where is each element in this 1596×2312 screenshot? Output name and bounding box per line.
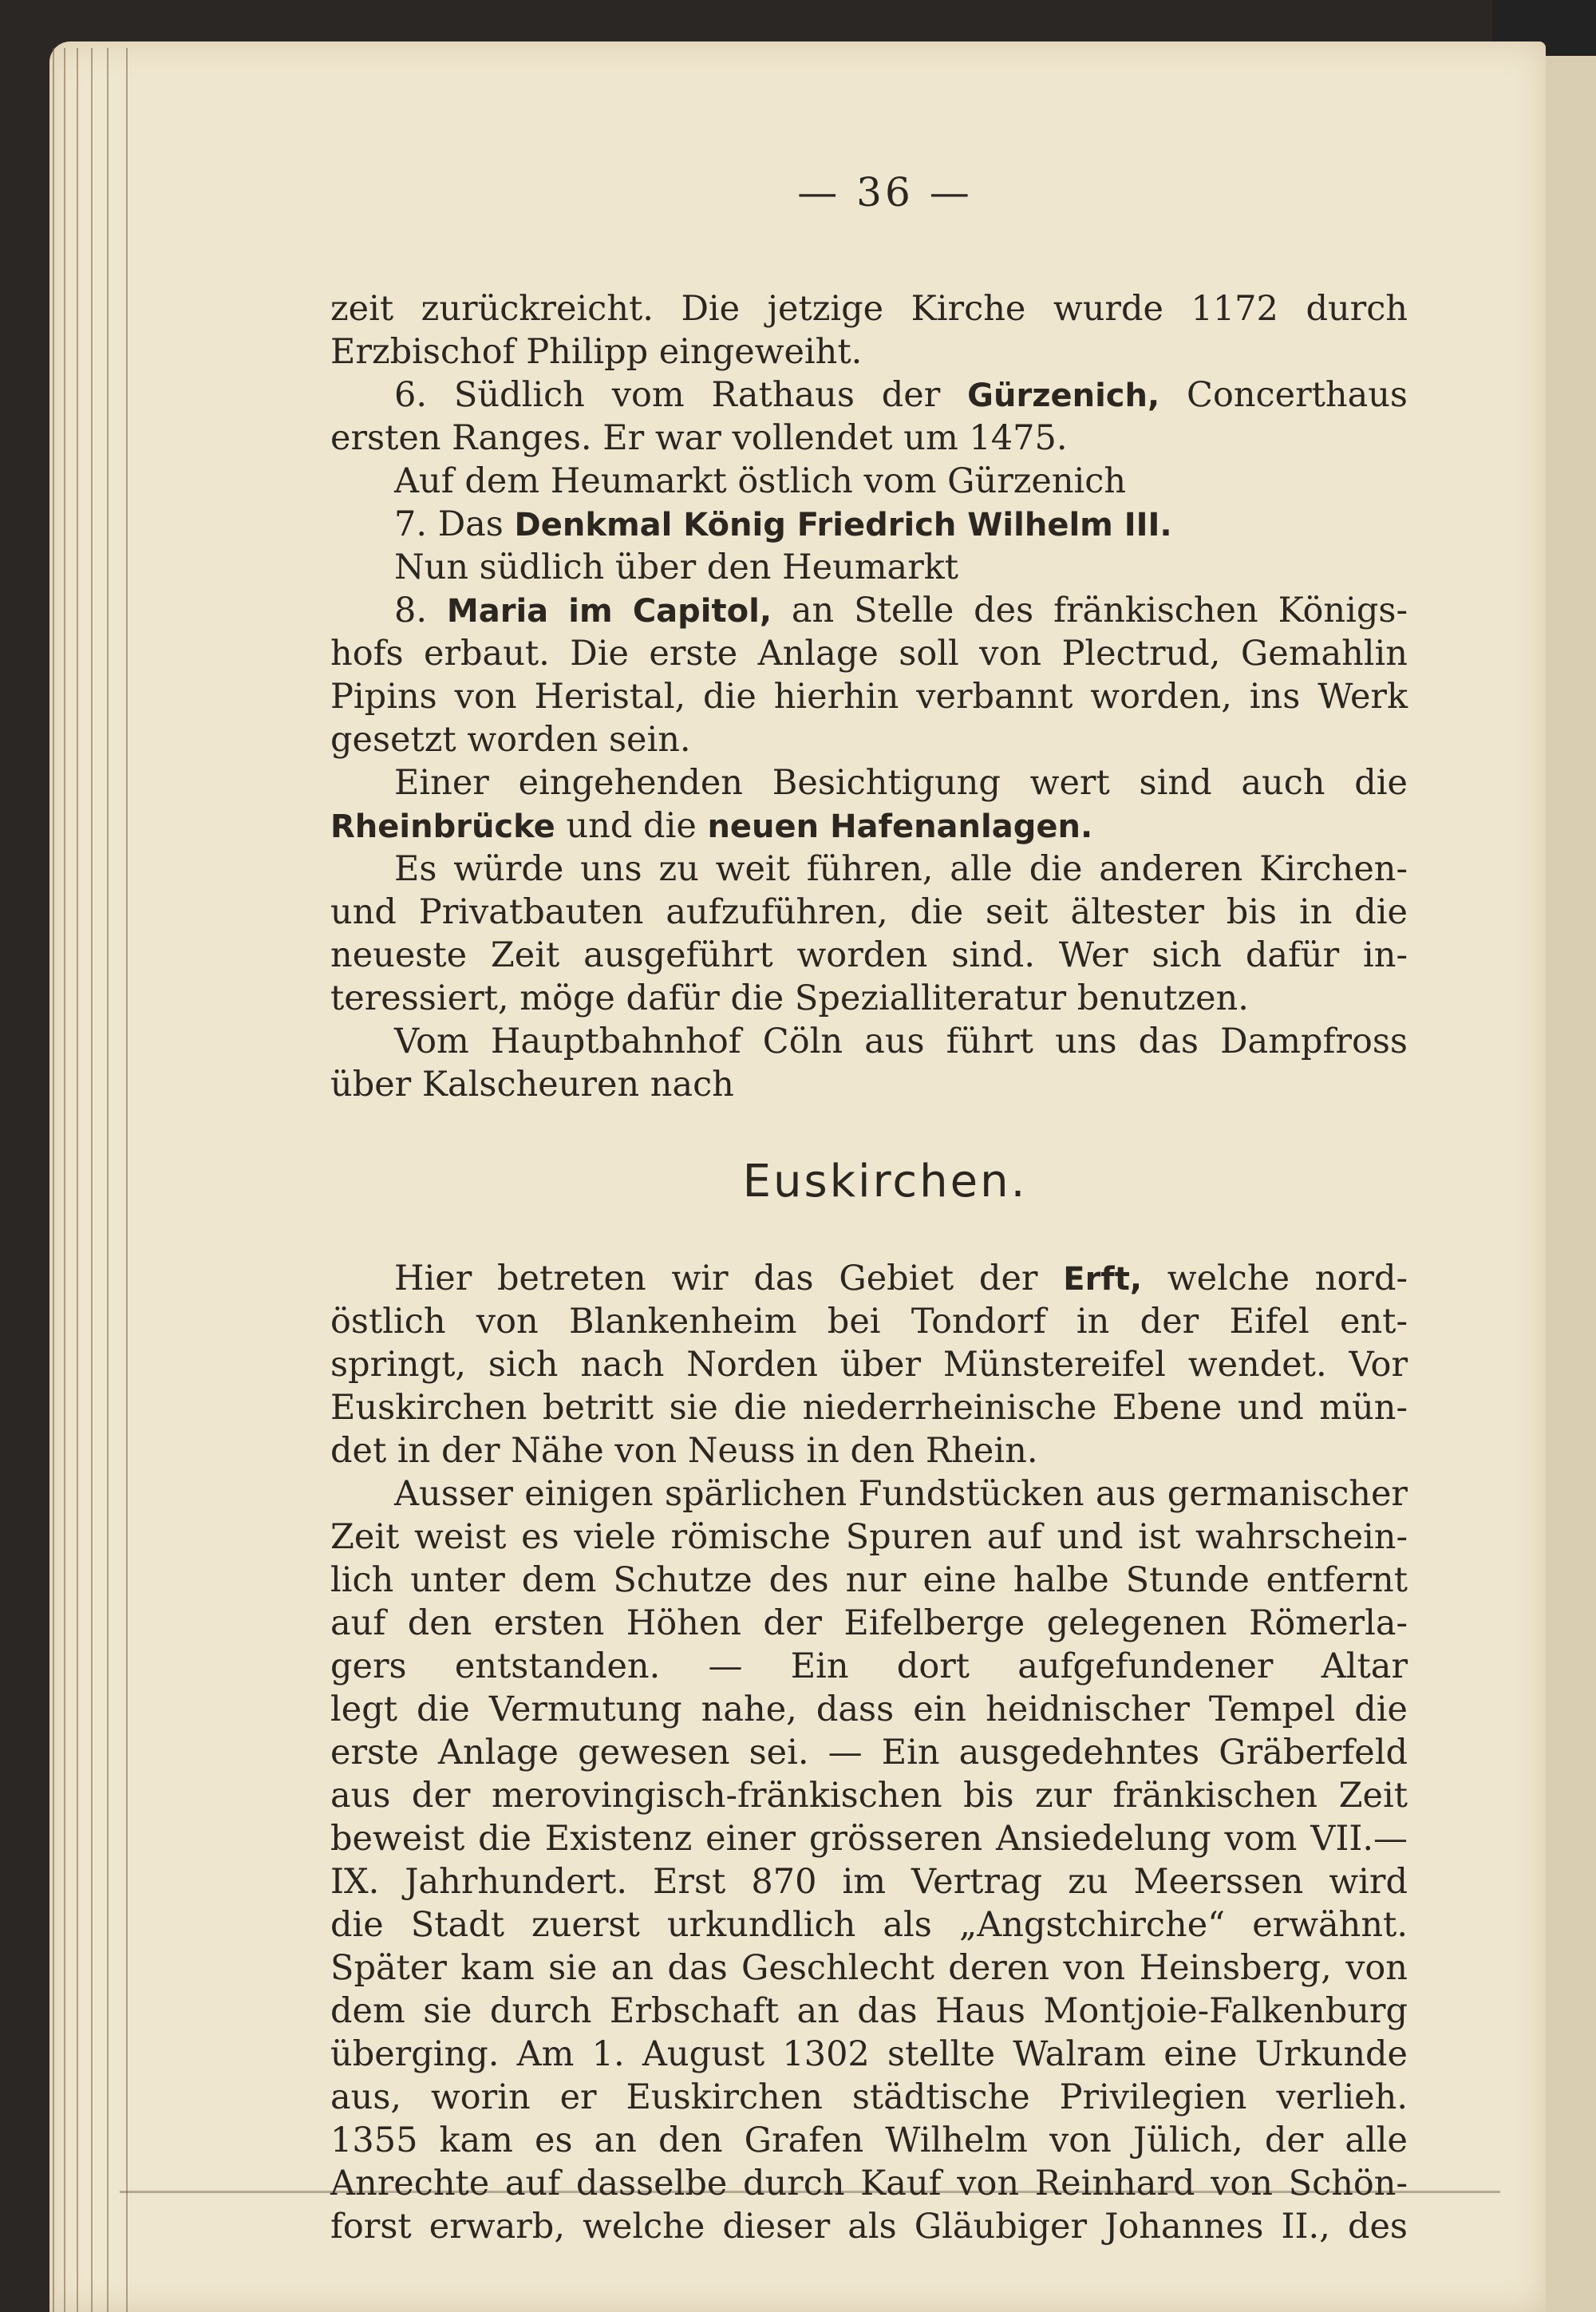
emphasis-hafenanlagen: neuen Hafenanlagen.: [707, 808, 1093, 845]
text-line: gesetzt worden sein.: [330, 720, 691, 760]
text-line: Hier betreten wir das Gebiet der Erft, welche nord-: [394, 1259, 1408, 1298]
text-line: forst erwarb, welche dieser als Gläubiger Johannes II., des: [330, 2207, 1408, 2247]
text-line: 7. Das Denkmal König Friedrich Wilhelm III.: [394, 504, 1172, 544]
text-line: ersten Ranges. Er war vollendet um 1475.: [330, 418, 1068, 458]
text-line: IX. Jahrhundert. Erst 870 im Vertrag zu Meerssen wird: [330, 1862, 1408, 1902]
page-number: — 36 —: [797, 169, 973, 215]
text-line: legt die Vermutung nahe, dass ein heidnischer Tempel die: [330, 1690, 1408, 1729]
page-content: [330, 169, 1408, 2248]
text-line: Euskirchen betritt sie die niederrheinische Ebene und mün-: [330, 1388, 1408, 1428]
text-line: dem sie durch Erbschaft an das Haus Montjoie-Falkenburg: [330, 1991, 1408, 2031]
text-line: gers entstanden. — Ein dort aufgefundener Altar: [330, 1646, 1408, 1686]
page-stack-edges: [49, 48, 137, 2312]
text-line: Erzbischof Philipp eingeweiht.: [330, 332, 863, 372]
emphasis-maria-im-capitol: Maria im Capitol,: [446, 593, 772, 630]
text-line: neueste Zeit ausgeführt worden sind. Wer sich dafür in-: [330, 935, 1408, 975]
text-line: 6. Südlich vom Rathaus der Gürzenich, Concerthaus: [394, 375, 1408, 415]
text-line: Anrechte auf dasselbe durch Kauf von Reinhard von Schön-: [330, 2164, 1408, 2203]
text-line: Pipins von Heristal, die hierhin verbannt worden, ins Werk: [330, 677, 1408, 717]
text-line: Es würde uns zu weit führen, alle die anderen Kirchen-: [394, 849, 1408, 889]
text-line: Vom Hauptbahnhof Cöln aus führt uns das Dampfross: [394, 1022, 1408, 1061]
section-heading: Euskirchen.: [742, 1156, 1028, 1207]
text-line: springt, sich nach Norden über Münstereifel wendet. Vor: [330, 1345, 1408, 1385]
text-line: überging. Am 1. August 1302 stellte Walram eine Urkunde: [330, 2034, 1408, 2074]
text-line: Einer eingehenden Besichtigung wert sind auch die: [394, 763, 1408, 803]
text-line: Nun südlich über den Heumarkt: [394, 547, 959, 587]
text-line: und Privatbauten aufzuführen, die seit ältester bis in die: [330, 892, 1408, 932]
text-line: teressiert, möge dafür die Spezialliteratur benutzen.: [330, 978, 1249, 1018]
text-line: Zeit weist es viele römische Spuren auf und ist wahrschein-: [330, 1517, 1408, 1557]
text-line: zeit zurückreicht. Die jetzige Kirche wurde 1172 durch: [330, 289, 1408, 329]
emphasis-denkmal: Denkmal König Friedrich Wilhelm III.: [514, 507, 1172, 543]
text-line: Ausser einigen spärlichen Fundstücken aus germanischer: [394, 1474, 1408, 1514]
text-line: Rheinbrücke und die neuen Hafenanlagen.: [330, 806, 1093, 846]
emphasis-guerzenich: Gürzenich,: [967, 377, 1160, 414]
text-line: über Kalscheuren nach: [330, 1065, 734, 1105]
text-line: Auf dem Heumarkt östlich vom Gürzenich: [394, 461, 1127, 501]
text-line: östlich von Blankenheim bei Tondorf in der Eifel ent-: [330, 1302, 1408, 1342]
text-line: Später kam sie an das Geschlecht deren von Heinsberg, von: [330, 1948, 1408, 1988]
text-line: die Stadt zuerst urkundlich als „Angstchirche“ erwähnt.: [330, 1905, 1408, 1945]
text-line: 8. Maria im Capitol, an Stelle des fränkischen Königs-: [394, 591, 1408, 630]
text-line: 1355 kam es an den Grafen Wilhelm von Jülich, der alle: [330, 2120, 1408, 2160]
text-line: aus, worin er Euskirchen städtische Privilegien verlieh.: [330, 2077, 1408, 2117]
emphasis-rheinbruecke: Rheinbrücke: [330, 808, 555, 845]
text-line: aus der merovingisch-fränkischen bis zur fränkischen Zeit: [330, 1776, 1408, 1816]
text-line: auf den ersten Höhen der Eifelberge gelegenen Römerla-: [330, 1603, 1408, 1643]
text-line: det in der Nähe von Neuss in den Rhein.: [330, 1431, 1038, 1471]
emphasis-erft: Erft,: [1063, 1261, 1143, 1298]
text-line: lich unter dem Schutze des nur eine halbe Stunde entfernt: [330, 1560, 1408, 1600]
text-line: hofs erbaut. Die erste Anlage soll von Plectrud, Gemahlin: [330, 634, 1408, 674]
text-line: erste Anlage gewesen sei. — Ein ausgedehntes Gräberfeld: [330, 1733, 1408, 1773]
text-line: beweist die Existenz einer grösseren Ansiedelung vom VII.—: [330, 1819, 1408, 1859]
